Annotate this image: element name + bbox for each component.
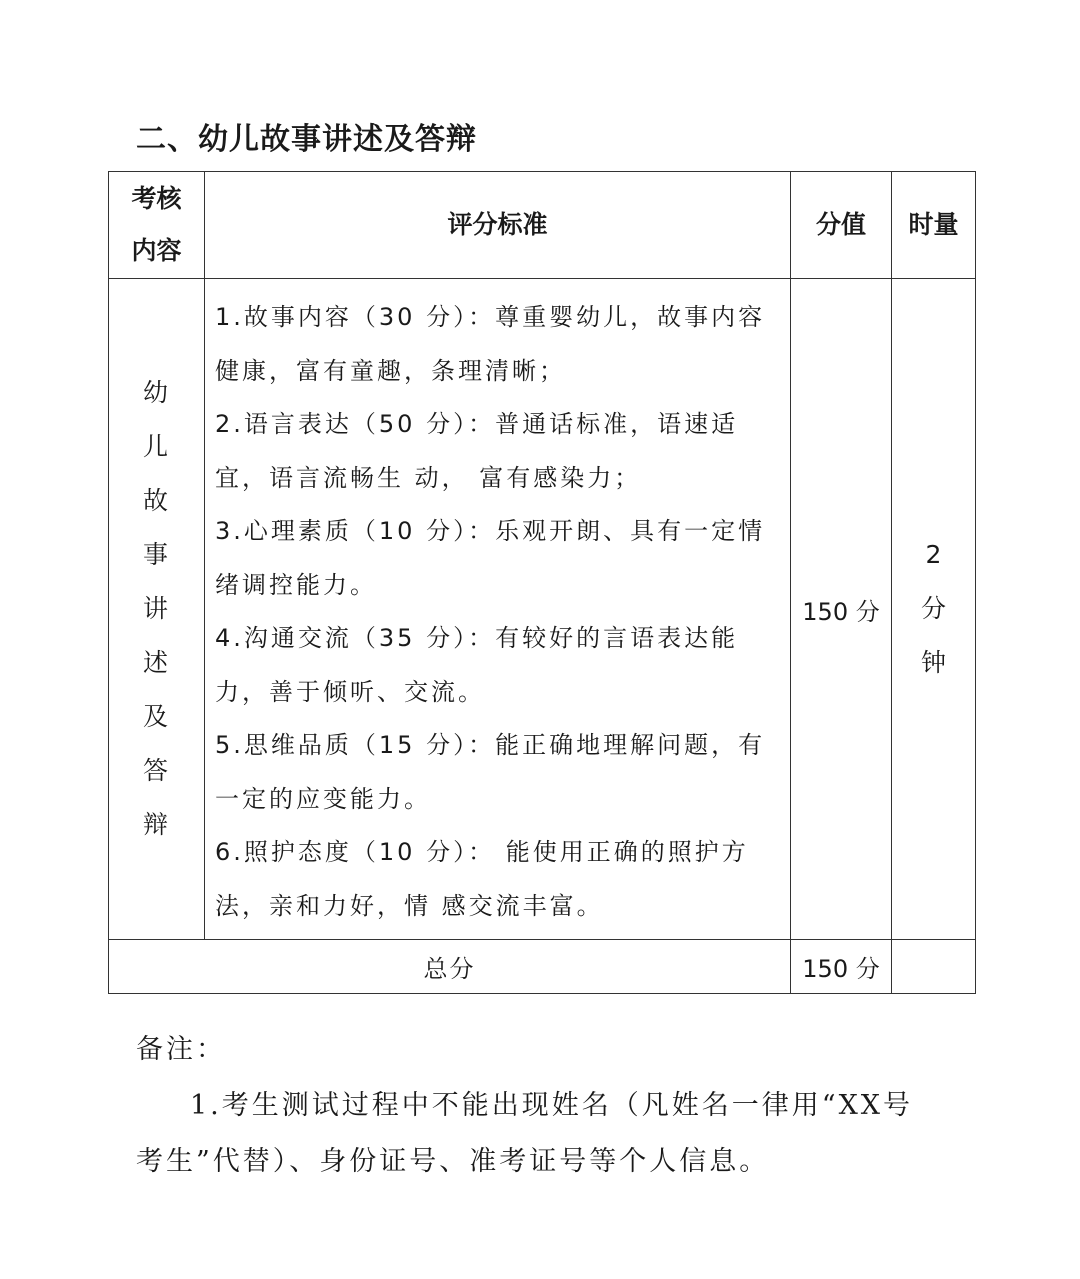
header-time: 时量 [892,172,976,279]
criteria-cell [205,279,791,940]
notes-item: 1.考生测试过程中不能出现姓名（凡姓名一律用“XX号考生”代替）、身份证号、准考证号等个人信息。 [136,1090,914,1177]
time-label: 2分钟 [921,540,947,677]
criterion-item: 5.思维品质（15 分）：能正确地理解问题，有一定的应变能力。 [215,731,766,813]
total-value: 150 分 [791,940,892,994]
value-cell: 150 分 [791,279,892,940]
time-cell [892,279,976,940]
content-cell [109,279,205,940]
table-header-row [109,172,976,279]
header-value: 分值 [791,172,892,279]
total-time [892,940,976,994]
header-content [109,172,205,279]
total-row [109,940,976,994]
table-row [109,279,976,940]
total-label: 总分 [109,940,791,994]
header-criteria: 评分标准 [205,172,791,279]
section-title: 二、幼儿故事讲述及答辩 [136,122,477,157]
notes-title: 备注： [136,1034,226,1065]
content-label: 幼儿故事讲述及答辩 [142,378,170,839]
header-content-label: 考核内容 [131,184,182,265]
criterion-item: 1.故事内容（30 分）：尊重婴幼儿，故事内容健康，富有童趣，条理清晰； [215,303,766,385]
scoring-table [108,171,976,994]
criterion-item: 2.语言表达（50 分）：普通话标准，语速适宜，语言流畅生 动， 富有感染力； [215,410,739,492]
criterion-item: 3.心理素质（10 分）：乐观开朗、具有一定情绪调控能力。 [215,517,766,599]
notes-section [136,1022,936,1190]
criterion-item: 6.照护态度（10 分）： 能使用正确的照护方法，亲和力好，情 感交流丰富。 [215,838,749,920]
criterion-item: 4.沟通交流（35 分）：有较好的言语表达能力，善于倾听、交流。 [215,624,739,706]
